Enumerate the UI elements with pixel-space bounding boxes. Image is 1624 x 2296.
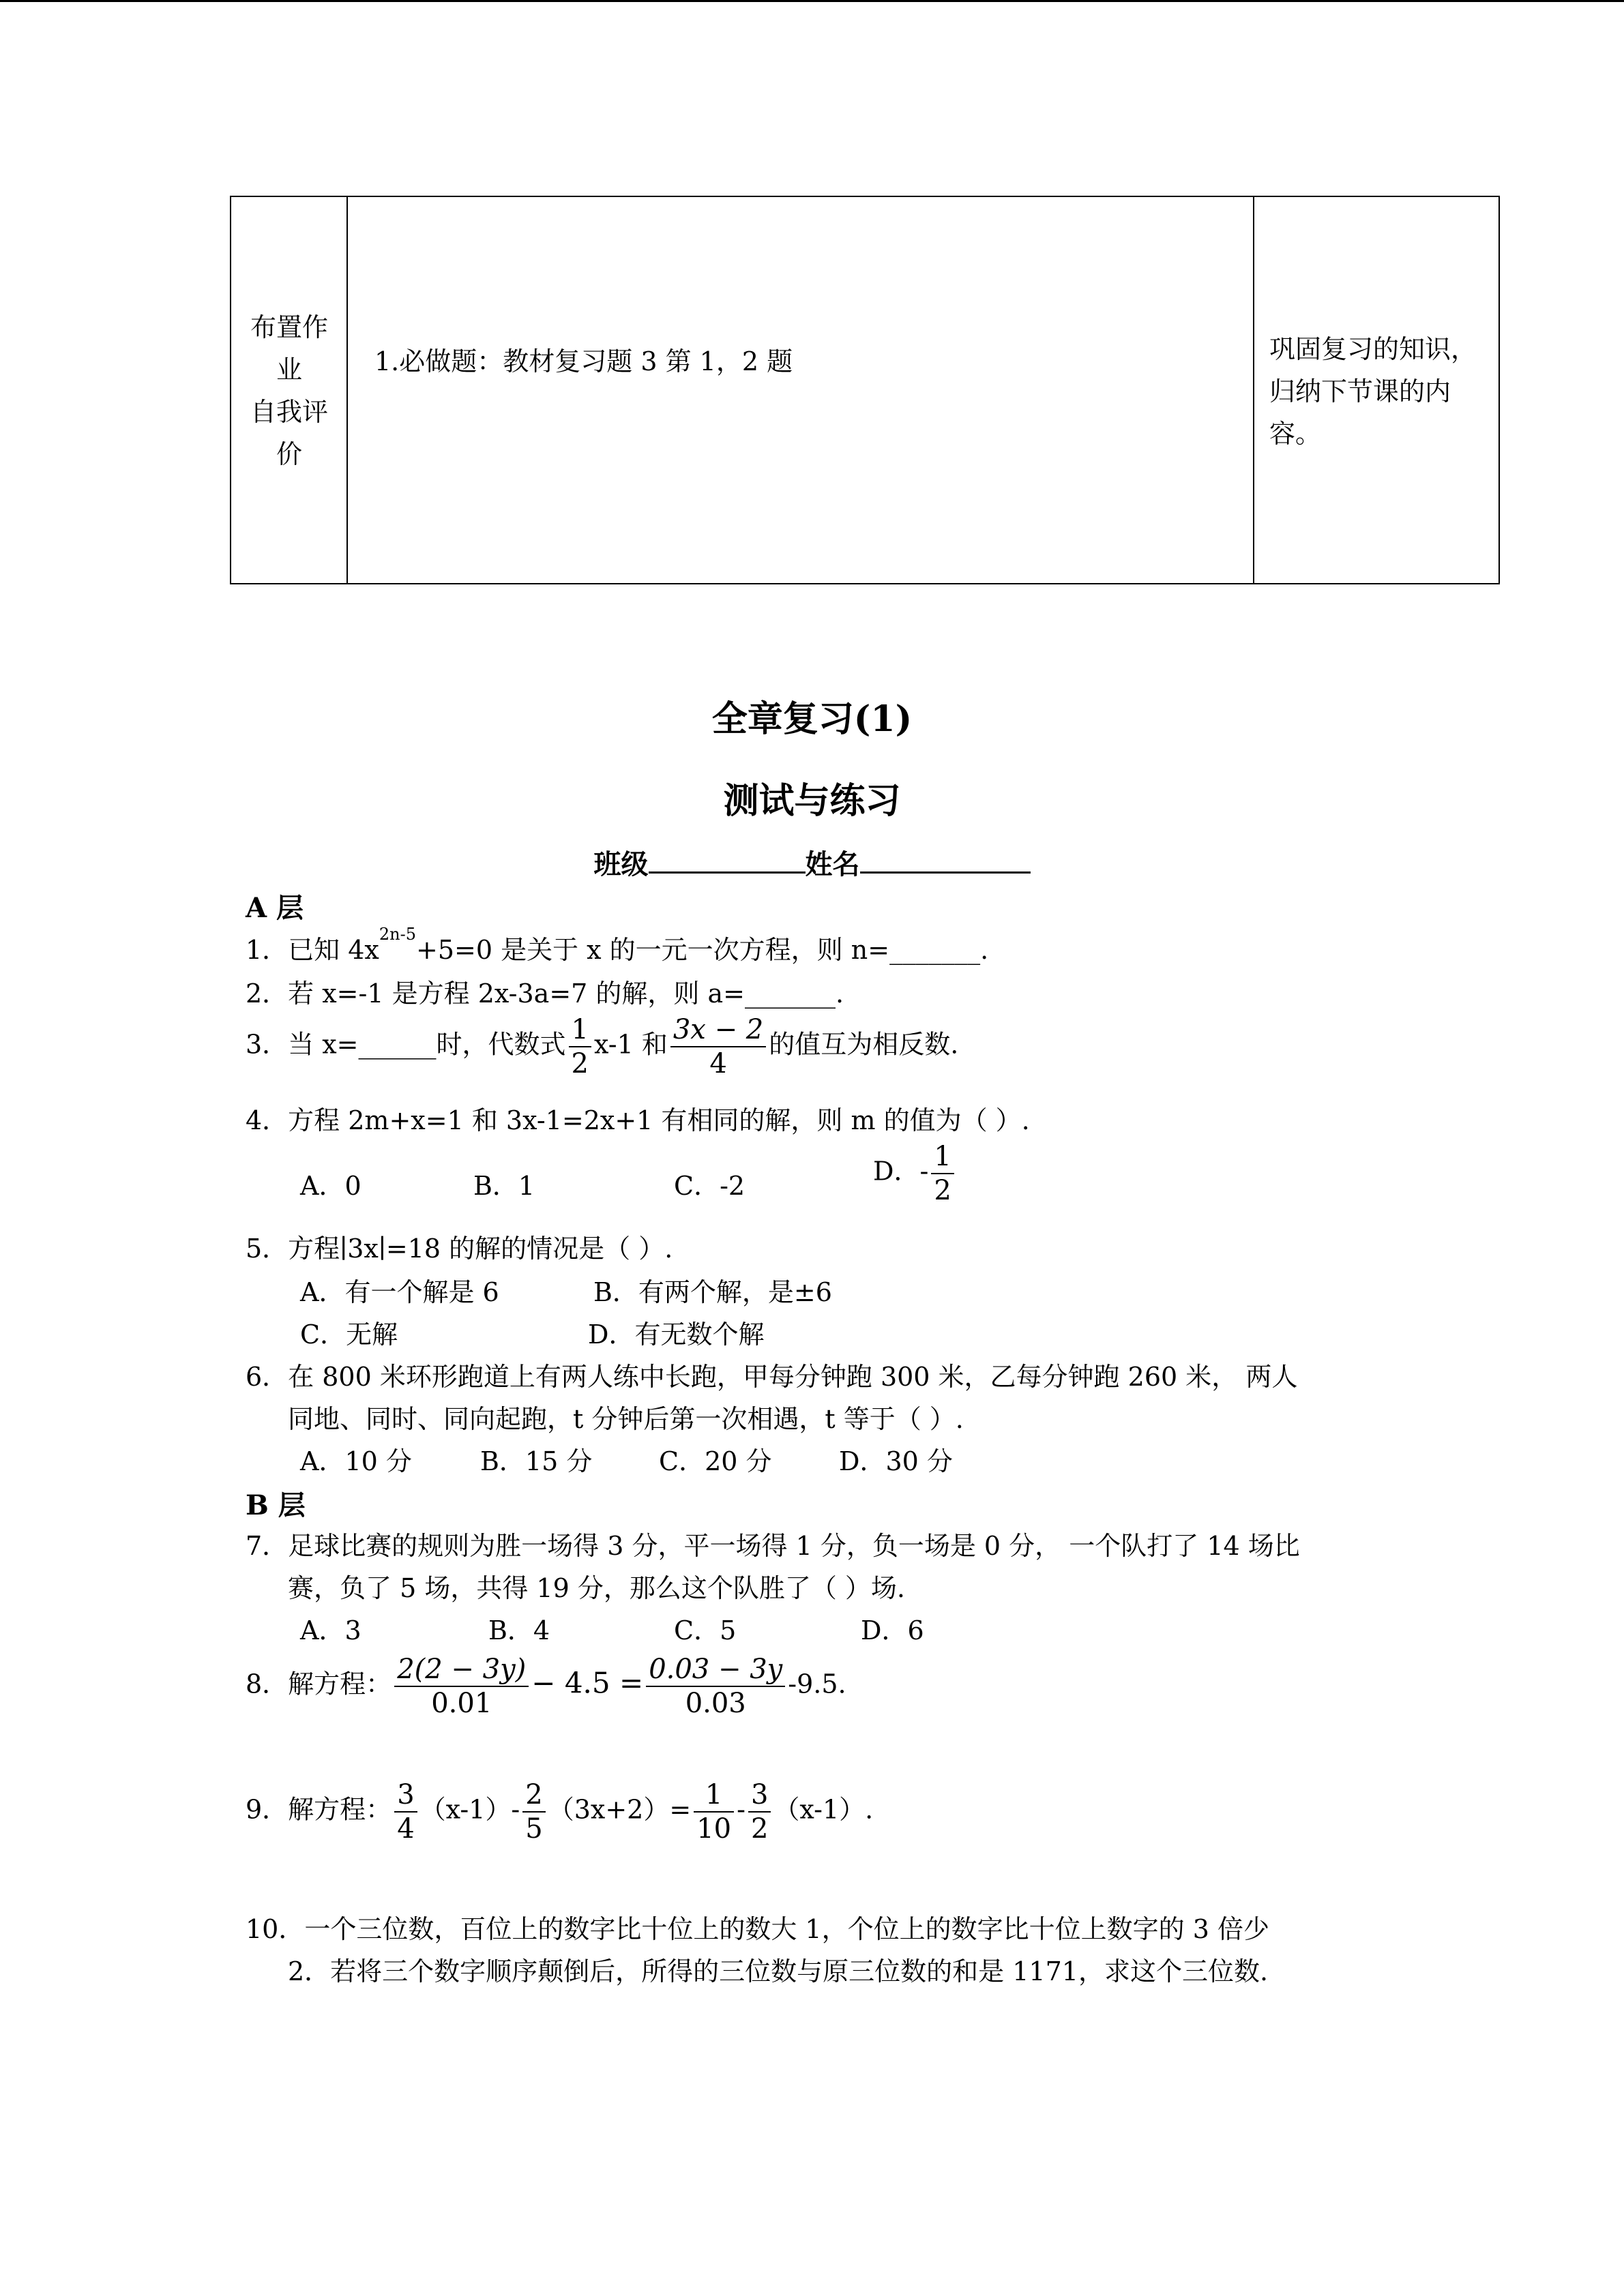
q5-option-c: C．无解 <box>300 1320 398 1350</box>
page-title: 全章复习(1) <box>711 698 913 740</box>
label-line: 价 <box>276 439 302 469</box>
page-subtitle: 测试与练习 <box>723 780 901 822</box>
q6-option-d: D．30 分 <box>839 1446 953 1476</box>
homework-content: 1.必做题：教材复习题 3 第 1，2 题 <box>374 346 793 376</box>
q4-option-a: A．0 <box>300 1171 361 1201</box>
q8-text-mid: − 4.5 = <box>531 1666 644 1700</box>
homework-label-cell <box>231 306 347 475</box>
label-line: 布置作 <box>250 312 328 342</box>
question-3 <box>246 1013 958 1080</box>
class-label: 班级 <box>593 848 649 880</box>
q6-option-c: C．20 分 <box>659 1446 772 1476</box>
fraction-denominator: 4 <box>397 1813 415 1845</box>
q1-exponent: 2n-5 <box>379 925 416 944</box>
section-b-heading: B 层 <box>246 1489 306 1521</box>
q5-option-a: A．有一个解是 6 <box>300 1277 499 1307</box>
homework-table <box>230 196 1500 584</box>
section-a-heading: A 层 <box>246 892 304 924</box>
fraction-numerator: 3 <box>394 1778 417 1813</box>
q3-fraction-2 <box>670 1013 766 1080</box>
question-4: 4．方程 2m+x=1 和 3x-1=2x+1 有相同的解，则 m 的值为（ ）. <box>246 1105 1030 1135</box>
q9-text-pre: 9．解方程： <box>246 1794 392 1825</box>
q7-option-d: D．6 <box>861 1615 924 1645</box>
fraction-numerator: 3x − 2 <box>670 1013 766 1047</box>
q1-text-pre: 1．已知 4x <box>246 935 379 965</box>
label-line: 自我评 <box>250 397 328 427</box>
q3-text-post: 的值互为相反数. <box>769 1029 959 1060</box>
question-8 <box>246 1653 846 1720</box>
question-7-line-1: 7．足球比赛的规则为胜一场得 3 分，平一场得 1 分，负一场是 0 分， 一个队打了 14 场比 <box>246 1531 1300 1561</box>
q7-option-b: B．4 <box>488 1615 550 1645</box>
question-10-line-2: 2．若将三个数字顺序颠倒后，所得的三位数与原三位数的和是 1171，求这个三位数. <box>288 1956 1269 1986</box>
question-1 <box>246 925 989 966</box>
q5-option-b: B．有两个解，是±6 <box>593 1277 832 1307</box>
homework-purpose: 巩固复习的知识，归纳下节课的内容。 <box>1269 334 1477 449</box>
question-2: 2．若 x=-1 是方程 2x-3a=7 的解，则 a=_______. <box>246 979 844 1009</box>
q4-option-d <box>873 1140 957 1207</box>
name-blank <box>860 847 1031 874</box>
q8-fraction-1 <box>394 1653 529 1720</box>
fraction-denominator: 2 <box>750 1813 769 1845</box>
q4-option-d-fraction <box>931 1140 954 1207</box>
top-border-line <box>0 0 1624 2</box>
q9-text-2: （3x+2）= <box>548 1794 692 1825</box>
question-6-line-2: 同地、同时、同向起跑，t 分钟后第一次相遇，t 等于（ ）. <box>288 1404 964 1434</box>
q5-option-d: D．有无数个解 <box>588 1320 765 1350</box>
q7-option-a: A．3 <box>300 1615 361 1645</box>
fraction-numerator: 2 <box>522 1778 545 1813</box>
fraction-numerator: 2(2 − 3y) <box>394 1653 529 1687</box>
q9-text-3: - <box>737 1794 745 1825</box>
fraction-numerator: 1 <box>694 1778 734 1813</box>
fraction-numerator: 1 <box>569 1013 591 1047</box>
fraction-denominator: 4 <box>709 1048 727 1079</box>
question-5: 5．方程∣3x∣=18 的解的情况是（ ）. <box>246 1234 673 1264</box>
fraction-numerator: 1 <box>931 1140 954 1174</box>
q4-option-b: B．1 <box>473 1171 535 1201</box>
question-9 <box>246 1778 873 1845</box>
label-line: 业 <box>276 355 302 385</box>
fraction-denominator: 0.03 <box>685 1688 746 1719</box>
class-name-line <box>0 843 1624 882</box>
q6-option-b: B．15 分 <box>480 1446 593 1476</box>
fraction-denominator: 10 <box>696 1813 732 1845</box>
q4-option-d-label: D．- <box>873 1156 929 1187</box>
q3-text-mid: x-1 和 <box>593 1029 668 1060</box>
fraction-denominator: 2 <box>934 1175 951 1206</box>
q9-fraction-4 <box>748 1778 771 1845</box>
question-7-line-2: 赛，负了 5 场，共得 19 分，那么这个队胜了（ ）场. <box>288 1573 906 1603</box>
q4-option-c: C．-2 <box>674 1171 745 1201</box>
name-label: 姓名 <box>805 848 860 880</box>
q8-fraction-2 <box>646 1653 785 1720</box>
fraction-denominator: 0.01 <box>431 1688 492 1719</box>
question-10-line-1: 10．一个三位数，百位上的数字比十位上的数大 1，个位上的数字比十位上数字的 3 倍少 <box>246 1914 1269 1944</box>
q8-text-pre: 8．解方程： <box>246 1669 392 1699</box>
table-divider <box>1253 197 1254 583</box>
fraction-denominator: 2 <box>571 1048 589 1079</box>
fraction-denominator: 5 <box>525 1813 543 1845</box>
class-blank <box>649 847 806 874</box>
q9-text-1: （x-1）- <box>419 1794 520 1825</box>
q7-option-c: C．5 <box>674 1615 737 1645</box>
fraction-numerator: 3 <box>748 1778 771 1813</box>
fraction-numerator: 0.03 − 3y <box>646 1653 785 1687</box>
question-6-line-1: 6．在 800 米环形跑道上有两人练中长跑，甲每分钟跑 300 米，乙每分钟跑 260 米， 两人 <box>246 1362 1298 1392</box>
q8-text-post: -9.5. <box>788 1669 846 1699</box>
q9-text-4: （x-1）. <box>773 1794 874 1825</box>
q1-text-post: +5=0 是关于 x 的一元一次方程，则 n=_______. <box>415 935 989 965</box>
q3-text-pre: 3．当 x=______时，代数式 <box>246 1029 566 1060</box>
q9-fraction-2 <box>522 1778 545 1845</box>
q9-fraction-3 <box>694 1778 734 1845</box>
q3-fraction-1 <box>569 1013 591 1080</box>
q9-fraction-1 <box>394 1778 417 1845</box>
q6-option-a: A．10 分 <box>300 1446 412 1476</box>
